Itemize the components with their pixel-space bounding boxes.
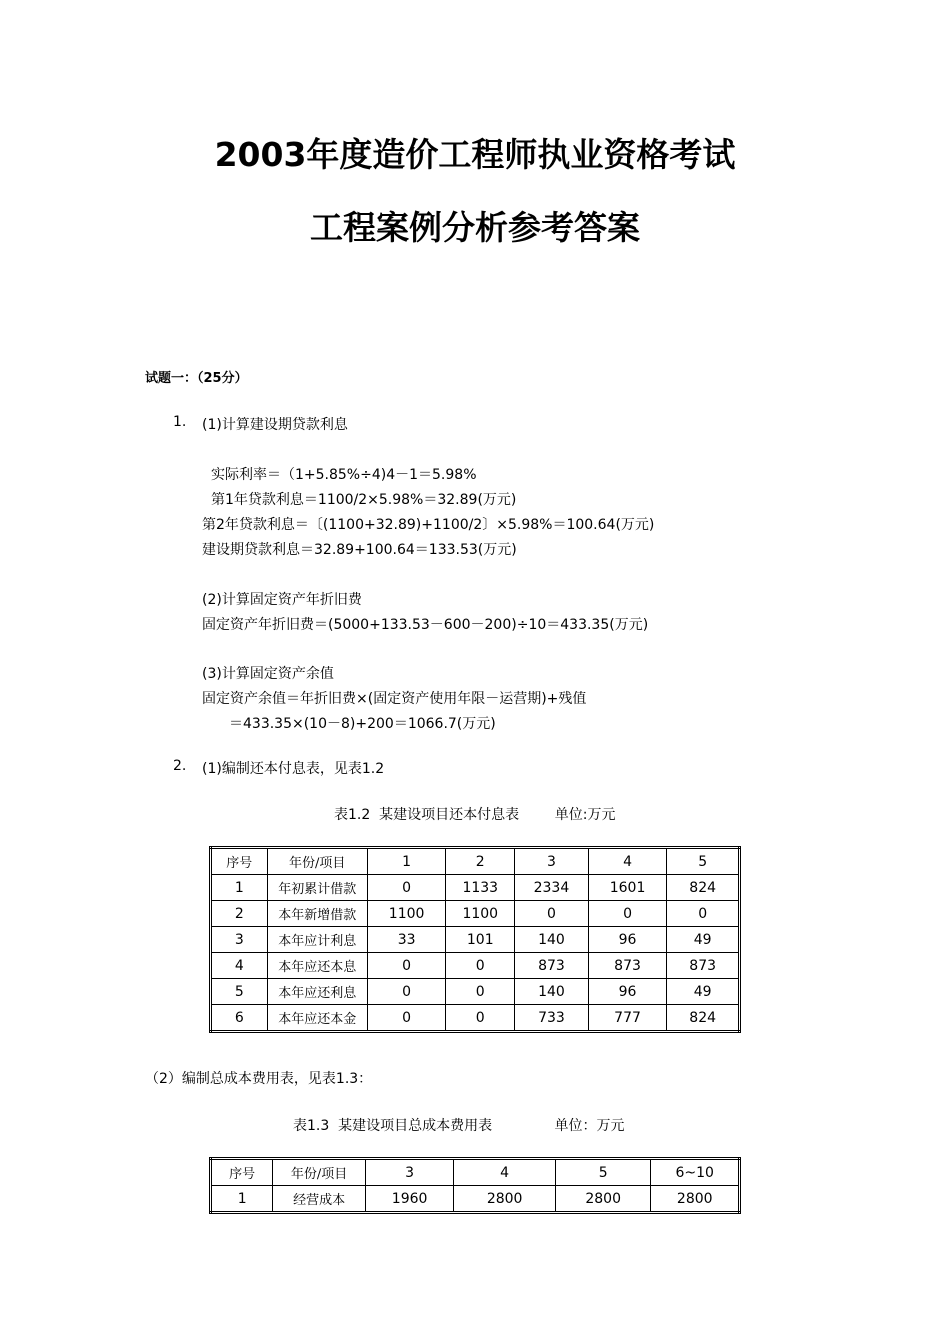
table-cell: 0 (446, 953, 515, 979)
table-header-cell: 3 (365, 1159, 454, 1186)
table-row (211, 927, 740, 953)
table-cell: 本年应还本息 (267, 953, 367, 979)
table-cell: 824 (667, 875, 740, 901)
question-1-heading: 试题一：（25分） (145, 371, 248, 386)
formula-residual-value: 固定资产余值＝年折旧费×(固定资产使用年限－运营期)+残值 (202, 691, 587, 707)
table-header-cell: 序号 (211, 848, 268, 875)
table-header-row (211, 1159, 740, 1186)
table-cell: 1 (211, 1186, 273, 1213)
document-title-line-2: 工程案例分析参考答案 (310, 208, 640, 247)
table-cell: 1100 (367, 901, 446, 927)
table-cell: 本年应还本金 (267, 1005, 367, 1032)
total-cost-table (209, 1157, 741, 1214)
table-row (211, 979, 740, 1005)
table-header-row (211, 848, 740, 875)
table-header-cell: 5 (667, 848, 740, 875)
table-cell: 733 (515, 1005, 589, 1032)
table-cell: 0 (367, 1005, 446, 1032)
table-cell: 年初累计借款 (267, 875, 367, 901)
table-cell: 49 (667, 927, 740, 953)
repayment-table (209, 846, 741, 1033)
part-2-number: 2. (173, 758, 187, 774)
table-row (211, 901, 740, 927)
table-cell: 1100 (446, 901, 515, 927)
table-cell: 4 (211, 953, 268, 979)
formula-effective-rate: 实际利率＝（1+5.85%÷4)4－1＝5.98% (211, 467, 477, 483)
table-cell: 5 (211, 979, 268, 1005)
table-cell: 0 (515, 901, 589, 927)
table-1-3-caption: 表1.3 某建设项目总成本费用表 单位：万元 (293, 1118, 625, 1134)
table-header-cell: 5 (555, 1159, 651, 1186)
table-header-cell: 1 (367, 848, 446, 875)
formula-depreciation: 固定资产年折旧费＝(5000+133.53－600－200)÷10＝433.35(万元) (202, 617, 649, 633)
table-cell: 0 (588, 901, 667, 927)
part-1-heading: (1)计算建设期贷款利息 (202, 417, 348, 433)
formula-year2-interest: 第2年贷款利息＝〔(1100+32.89)+1100/2〕×5.98%＝100.64(万元) (202, 517, 655, 533)
table-cell: 3 (211, 927, 268, 953)
table-header-cell: 4 (588, 848, 667, 875)
table-cell: 0 (446, 979, 515, 1005)
table-cell: 2 (211, 901, 268, 927)
subheading-depreciation: (2)计算固定资产年折旧费 (202, 592, 362, 608)
table-cell: 1133 (446, 875, 515, 901)
table-cell: 0 (367, 953, 446, 979)
table-cell: 777 (588, 1005, 667, 1032)
table-cell: 0 (367, 875, 446, 901)
table-cell: 2800 (454, 1186, 556, 1213)
table-header-cell: 3 (515, 848, 589, 875)
table-header-cell: 4 (454, 1159, 556, 1186)
table-cell: 873 (667, 953, 740, 979)
table-cell: 本年应还利息 (267, 979, 367, 1005)
table-cell: 96 (588, 927, 667, 953)
table-cell: 873 (588, 953, 667, 979)
table-cell: 2800 (651, 1186, 740, 1213)
table-cell: 824 (667, 1005, 740, 1032)
table-cell: 本年新增借款 (267, 901, 367, 927)
table-cell: 2800 (555, 1186, 651, 1213)
table-cell: 0 (667, 901, 740, 927)
table-cell: 1960 (365, 1186, 454, 1213)
table-header-cell: 6~10 (651, 1159, 740, 1186)
table-header-cell: 2 (446, 848, 515, 875)
table-cell: 1601 (588, 875, 667, 901)
document-title-line-1: 2003年度造价工程师执业资格考试 (214, 135, 736, 174)
table-header-cell: 年份/项目 (267, 848, 367, 875)
table-row (211, 1186, 740, 1213)
formula-construction-interest: 建设期贷款利息＝32.89+100.64＝133.53(万元) (202, 542, 517, 558)
table-cell: 49 (667, 979, 740, 1005)
table-row (211, 953, 740, 979)
table-header-cell: 序号 (211, 1159, 273, 1186)
table-1-2-caption: 表1.2 某建设项目还本付息表 单位:万元 (334, 807, 616, 823)
part-1-number: 1. (173, 414, 187, 430)
table-cell: 0 (446, 1005, 515, 1032)
table-header-cell: 年份/项目 (273, 1159, 366, 1186)
table-cell: 经营成本 (273, 1186, 366, 1213)
table-cell: 33 (367, 927, 446, 953)
table-row (211, 1005, 740, 1032)
part-2-heading: (1)编制还本付息表，见表1.2 (202, 761, 385, 777)
table-cell: 2334 (515, 875, 589, 901)
table-cell: 873 (515, 953, 589, 979)
table-cell: 本年应计利息 (267, 927, 367, 953)
table-cell: 96 (588, 979, 667, 1005)
formula-year1-interest: 第1年贷款利息＝1100/2×5.98%＝32.89(万元) (211, 492, 517, 508)
table-cell: 140 (515, 979, 589, 1005)
subheading-residual-value: (3)计算固定资产余值 (202, 666, 334, 682)
table-row (211, 875, 740, 901)
table-cell: 140 (515, 927, 589, 953)
part-2-sub-2-heading: （2）编制总成本费用表，见表1.3： (145, 1071, 373, 1087)
table-cell: 101 (446, 927, 515, 953)
table-cell: 0 (367, 979, 446, 1005)
formula-residual-value-result: ＝433.35×(10－8)+200＝1066.7(万元) (229, 716, 496, 732)
table-cell: 6 (211, 1005, 268, 1032)
table-cell: 1 (211, 875, 268, 901)
